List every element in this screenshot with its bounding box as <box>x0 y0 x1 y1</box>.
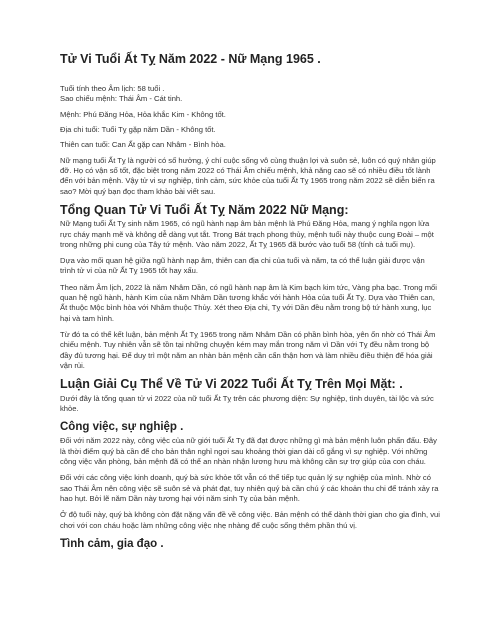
overview-paragraph-1: Nữ Mạng tuổi Ất Tỵ sinh năm 1965, có ngũ hành nạp âm bản mệnh là Phú Đăng Hỏa, mang ý nghĩa ngọn lửa rực cháy mạnh mẽ và không dễ dàng vụt tắt. Trong Bát trạch phong thủy, mệnh tuổi này thuộc cung Đoài – một trong những phi cung của Tây tứ mệnh. Vào năm 2022, Ất Tỵ 1965 đã bước vào tuổi 58 (tính cả tuổi mụ). <box>60 219 434 249</box>
section-detail-heading: Luận Giải Cụ Thể Về Tử Vi 2022 Tuổi Ất Tỵ Trên Mọi Mặt: . <box>60 377 403 392</box>
career-paragraph-3: Ở độ tuổi này, quý bà không còn đặt nặng vấn đề về công việc. Bản mệnh có thể dành thời gian cho gia đình, vui chơi với con cháu hoặc làm những công việc nhẹ nhàng để cuộc sống thêm phần thú vị. <box>60 510 440 530</box>
career-paragraph-1: Đối với năm 2022 này, công việc của nữ giới tuổi Ất Tỵ đã đạt được những gì mà bản mệnh luôn phấn đấu. Đây là thời điểm quý bà cần để cho bản thân nghỉ ngơi sau khoảng thời gian dài cố gắng vì sự nghiệp. Với những công việc văn phòng, bản mệnh đã có thể an nhàn nhận lương hưu mà không cần sự trợ giúp của con cháu. <box>60 436 437 467</box>
section-overview-heading: Tổng Quan Tử Vi Tuổi Ất Tỵ Năm 2022 Nữ Mạng: <box>60 202 349 217</box>
detail-paragraph-1: Dưới đây là tổng quan tử vi 2022 của nữ tuổi Ất Tỵ trên các phương diện: Sự nghiệp, tình duyên, tài lộc và sức khỏe. <box>60 393 434 413</box>
page-title: Tử Vi Tuổi Ất Tỵ Năm 2022 - Nữ Mạng 1965 . <box>60 52 321 66</box>
intro-summary: Nữ mạng tuổi Ất Tỵ là người có số hưởng, ý chí cuộc sống vô cùng thuận lợi và suôn sẻ, luôn có quý nhân giúp đỡ. Họ có vận số tốt, đặc biệt trong năm 2022 có Thái Âm chiếu mệnh, khả năng cao sẽ có nhiều điều tốt lành đến với bản mệnh. Vậy tử vi sự nghiệp, tình cảm, sức khỏe của tuổi Ất Tỵ 1965 trong năm 2022 sẽ diễn biến ra sao? Mời quý bạn đọc tham khảo bài viết sau. <box>60 155 436 196</box>
age-line: Tuổi tính theo Âm lịch: 58 tuổi . <box>60 84 165 93</box>
menh-line: Mệnh: Phú Đăng Hỏa, Hỏa khắc Kim - Không tốt. <box>60 109 226 119</box>
career-paragraph-2: Đối với các công việc kinh doanh, quý bà sức khỏe tốt vẫn có thể tiếp tục quản lý sự nghiệp của mình. Nhờ có sao Thái Âm nên công việc sẽ suôn sẻ và phát đạt, tuy nhiên quý bà cần chú ý các khoản thu chi để tránh xảy ra hao hụt. Bởi lẽ năm Dần này tương hại với năm sinh Tỵ của bản mệnh. <box>60 473 439 504</box>
overview-paragraph-3: Theo năm Âm lịch, 2022 là năm Nhâm Dần, có ngũ hành nạp âm là Kim bạch kim tức, Vàng pha bạc. Trong mối quan hệ ngũ hành, hành Kim của năm Nhâm Dần tương khắc với hành Hỏa của tuổi Ất Tỵ. Dựa vào Thiên can, Ất thuộc Mộc bình hòa với Nhâm thuộc Thủy. Xét theo Địa chi, Tỵ với Dần đều nằm trong bộ tứ hành xung, lục hại và tam hình. <box>60 282 437 323</box>
intro-age-star <box>60 84 441 105</box>
star-line: Sao chiếu mệnh: Thái Âm - Cát tinh. <box>60 94 183 104</box>
thien-can-line: Thiên can tuổi: Can Ất gặp can Nhâm - Bình hòa. <box>60 140 226 150</box>
dia-chi-line: Địa chi tuổi: Tuổi Tỵ gặp năm Dần - Không tốt. <box>60 124 216 134</box>
section-love-family-heading: Tình cảm, gia đạo . <box>60 537 164 550</box>
section-career-heading: Công việc, sự nghiệp . <box>60 421 184 434</box>
overview-paragraph-2: Dựa vào mối quan hệ giữa ngũ hành nạp âm, thiên can địa chi của tuổi và năm, ta có thể luận giải được vận trình tử vi của nữ Ất Tỵ 1965 tốt hay xấu. <box>60 256 425 276</box>
overview-paragraph-4: Từ đó ta có thể kết luận, bản mệnh Ất Tỵ 1965 trong năm Nhâm Dần có phần bình hòa, yên ổn nhờ có Thái Âm chiếu mệnh. Tuy nhiên vẫn sẽ tồn tại những chuyện kém may mắn trong năm vì Dần với Tỵ đều nằm trong bộ đầy đủ tương hại. Để duy trì một năm an nhàn bản mệnh cần cẩn thận hơn và làm nhiều điều thiện để hóa giải vận rủi. <box>60 330 436 370</box>
